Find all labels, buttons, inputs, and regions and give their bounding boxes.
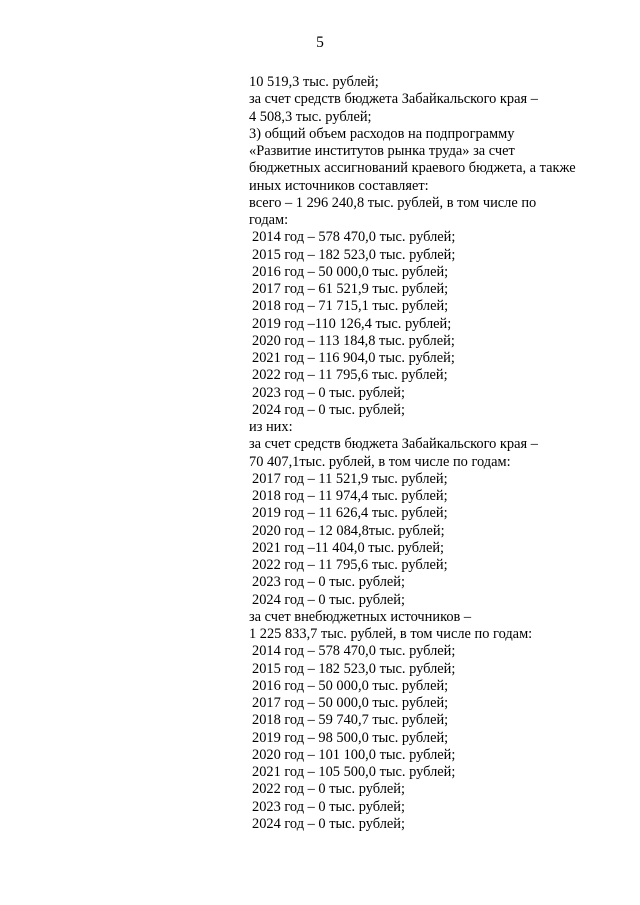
year-line: 2020 год – 101 100,0 тыс. рублей; [252, 746, 456, 763]
year-line: 2017 год – 11 521,9 тыс. рублей; [252, 470, 448, 487]
year-line: 2023 год – 0 тыс. рублей; [252, 384, 405, 401]
text-line: 10 519,3 тыс. рублей; [249, 74, 379, 90]
year-line: 2023 год – 0 тыс. рублей; [252, 574, 405, 591]
year-line: 2018 год – 11 974,4 тыс. рублей; [252, 488, 448, 504]
year-line: 2018 год – 71 715,1 тыс. рублей; [252, 298, 449, 315]
year-line: 2014 год – 578 470,0 тыс. рублей; [252, 643, 456, 660]
text-line: 70 407,1тыс. рублей, в том числе по годам: [249, 453, 511, 470]
text-line: иных источников составляет: [249, 177, 429, 194]
year-line: 2020 год – 12 084,8тыс. рублей; [252, 522, 445, 539]
text-line: за счет средств бюджета Забайкальского края – [249, 91, 538, 108]
year-line: 2024 год – 0 тыс. рублей; [252, 591, 405, 608]
year-line: 2016 год – 50 000,0 тыс. рублей; [252, 677, 449, 694]
text-line: за счет средств бюджета Забайкальского края – [249, 436, 538, 453]
page-number: 5 [316, 34, 324, 51]
year-line: 2023 год – 0 тыс. рублей; [252, 798, 405, 815]
year-line: 2015 год – 182 523,0 тыс. рублей; [252, 660, 456, 677]
year-line: 2017 год – 61 521,9 тыс. рублей; [252, 281, 449, 297]
text-line: 4 508,3 тыс. рублей; [249, 108, 372, 125]
year-line: 2021 год – 116 904,0 тыс. рублей; [252, 350, 455, 366]
year-line: 2021 год –11 404,0 тыс. рублей; [252, 539, 445, 556]
year-line: 2014 год – 578 470,0 тыс. рублей; [252, 229, 456, 246]
text-line: 1 225 833,7 тыс. рублей, в том числе по годам: [249, 626, 533, 642]
year-line: 2024 год – 0 тыс. рублей; [252, 401, 405, 418]
year-line: 2022 год – 11 795,6 тыс. рублей; [252, 367, 448, 384]
text-line: годам: [249, 212, 289, 228]
text-line: из них: [249, 419, 293, 435]
document-body [249, 74, 609, 833]
year-line: 2021 год – 105 500,0 тыс. рублей; [252, 764, 456, 780]
year-line: 2019 год – 98 500,0 тыс. рублей; [252, 729, 449, 746]
year-line: 2022 год – 0 тыс. рублей; [252, 781, 405, 798]
text-line: «Развитие институтов рынка труда» за счет [249, 143, 515, 159]
year-line: 2019 год – 11 626,4 тыс. рублей; [252, 505, 448, 522]
year-line: 2022 год – 11 795,6 тыс. рублей; [252, 557, 448, 573]
year-line: 2015 год – 182 523,0 тыс. рублей; [252, 246, 456, 263]
year-line: 2016 год – 50 000,0 тыс. рублей; [252, 263, 449, 280]
text-line: всего – 1 296 240,8 тыс. рублей, в том числе по [249, 194, 537, 211]
text-line: бюджетных ассигнований краевого бюджета, а также [249, 160, 576, 177]
text-line: за счет внебюджетных источников – [249, 608, 472, 625]
year-line: 2019 год –110 126,4 тыс. рублей; [252, 315, 452, 332]
year-line: 2020 год – 113 184,8 тыс. рублей; [252, 332, 455, 349]
text-line: 3) общий объем расходов на подпрограмму [249, 125, 515, 142]
year-line: 2024 год – 0 тыс. рублей; [252, 815, 405, 832]
year-line: 2017 год – 50 000,0 тыс. рублей; [252, 695, 449, 711]
year-line: 2018 год – 59 740,7 тыс. рублей; [252, 712, 449, 729]
